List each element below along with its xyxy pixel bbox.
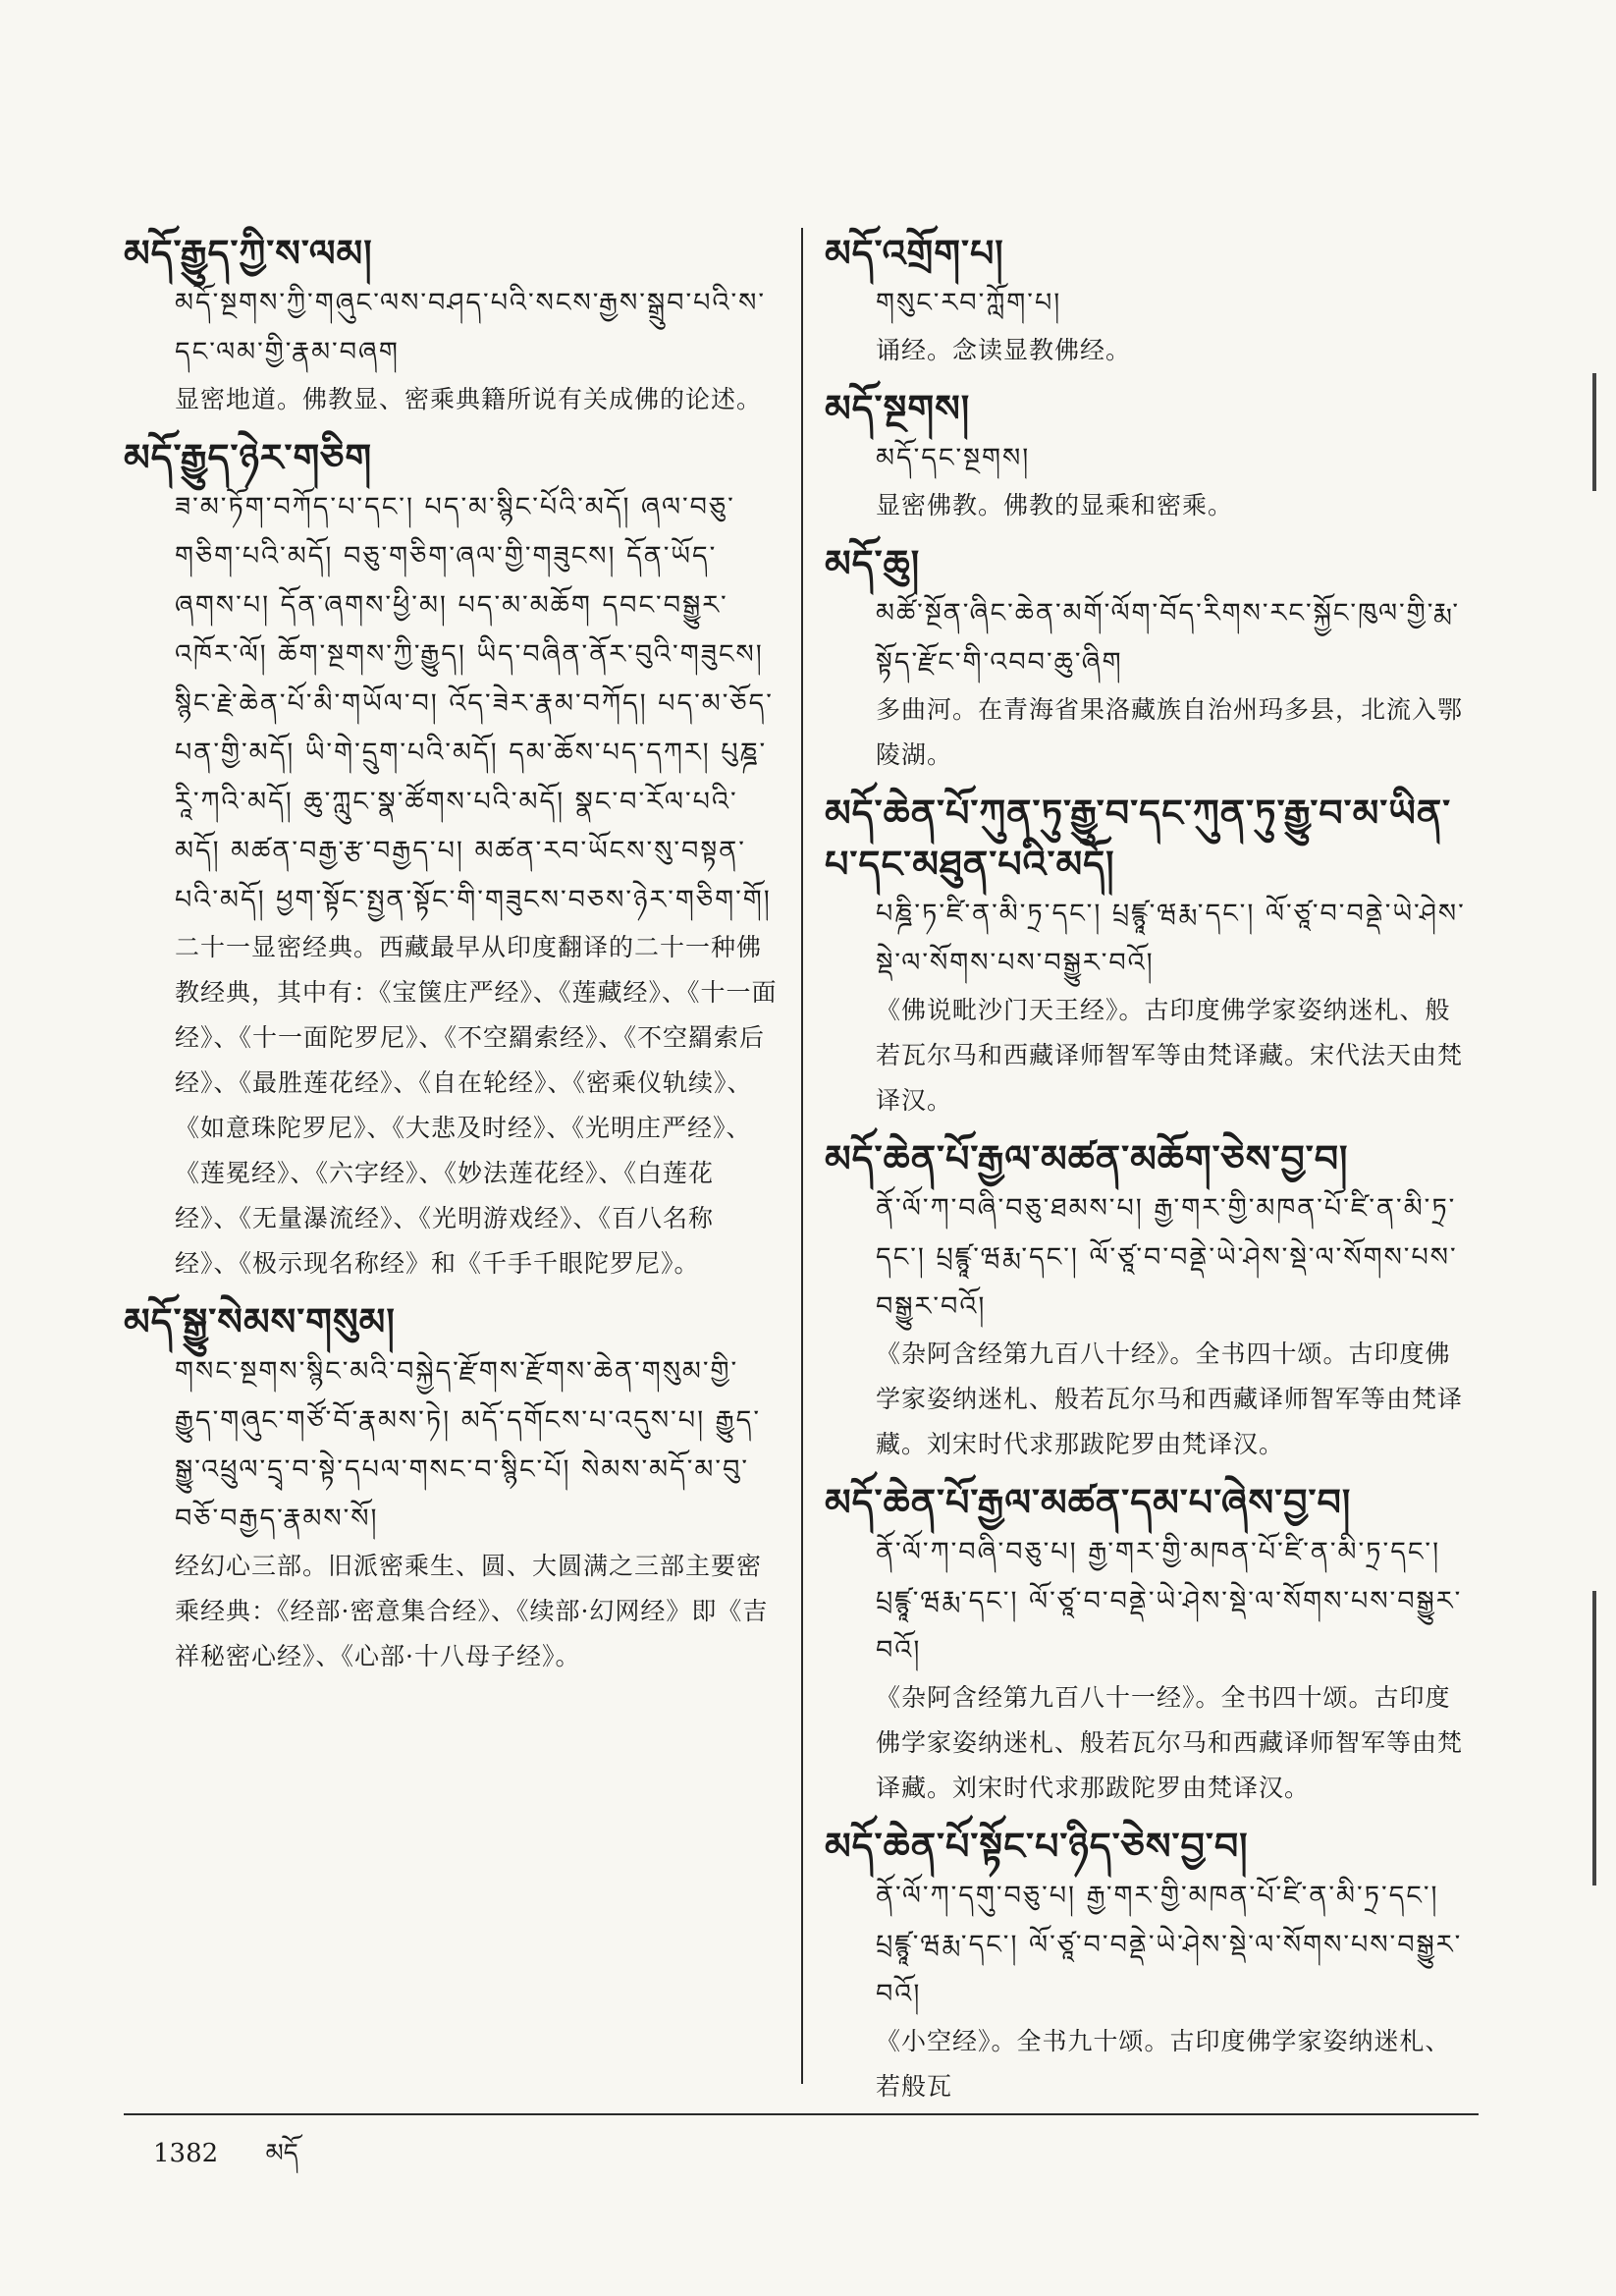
entry-body: [124, 1347, 778, 1679]
entry-tibetan-definition: ནོ་ལོ་ཀ་བཞི་བཅུ་ཐམས་པ། རྒྱ་གར་གྱི་མཁན་པོ་ཛི་ན་མི་ཏྲ་དང་། པྲཛྙཱ་ཝརྨ་དང་། ལོ་ཙཱ་བ་བནྡེ་ཡེ་ཤེས་སྡེ་ལ་སོགས་པས་བསྒྱུར་བའོ།: [876, 1193, 1458, 1322]
entry-chinese-definition: 《佛说毗沙门天王经》。古印度佛学家姿纳迷札、般若瓦尔马和西藏译师智军等由梵译藏。宋代法天由梵译汉。: [876, 996, 1464, 1115]
dictionary-entry: [825, 1133, 1473, 1467]
entry-tibetan-definition: གསང་སྔགས་སྙིང་མའི་བསྐྱེད་རྫོགས་རྫོགས་ཆེན་གསུམ་གྱི་རྒྱུད་གཞུང་གཙོ་བོ་རྣམས་ཏེ། མདོ་དགོངས་པ་འདུས་པ། རྒྱུད་སྒྱུ་འཕྲུལ་དྲྭ་བ་སྟེ་དཔལ་གསང་བ་སྙིང་པོ། སེམས་མདོ་མ་བུ་བཅོ་བརྒྱད་རྣམས་སོ།: [175, 1356, 761, 1534]
dictionary-entry: [124, 1296, 778, 1679]
page-number: 1382: [153, 2139, 219, 2168]
entry-headword: མདོ་ཆེན་པོ་ཀུན་ཏུ་རྒྱུ་བ་དང་ཀུན་ཏུ་རྒྱུ་བ་མ་ཡིན་པ་དང་མཐུན་པའི་མདོ།: [825, 791, 1452, 886]
right-column: [825, 228, 1473, 2119]
dictionary-entry: [825, 1477, 1473, 1811]
entry-body: [124, 483, 778, 1286]
entry-headword: མདོ་ཆེན་པོ་རྒྱལ་མཚན་དམ་པ་ཞེས་བྱ་བ།: [825, 1480, 1352, 1524]
scan-edge-mark: [1592, 1591, 1596, 1886]
dictionary-entry: [825, 788, 1473, 1123]
entry-headword: མདོ་ཆུ།: [825, 541, 921, 585]
entry-body: [825, 1184, 1473, 1467]
entry-headword: མདོ་ཆེན་པོ་རྒྱལ་མཚན་མཆོག་ཅེས་བྱ་བ།: [825, 1136, 1349, 1180]
entry-tibetan-definition: མཚོ་སྔོན་ཞིང་ཆེན་མགོ་ལོག་བོད་རིགས་རང་སྐྱོང་ཁུལ་གྱི་རྨ་སྟོད་རྫོང་གི་འབབ་ཆུ་ཞིག: [876, 598, 1461, 678]
entry-chinese-definition: 《杂阿含经第九百八十一经》。全书四十颂。古印度佛学家姿纳迷札、般若瓦尔马和西藏译师智军等由梵译藏。刘宋时代求那跋陀罗由梵译汉。: [876, 1683, 1464, 1802]
entry-body: [124, 279, 778, 422]
dictionary-entry: [825, 228, 1473, 373]
column-divider: [801, 228, 803, 2084]
entry-headword: མདོ་ཆེན་པོ་སྟོང་པ་ཉིད་ཅེས་བྱ་བ།: [825, 1824, 1249, 1868]
entry-body: [825, 1872, 1473, 2109]
dictionary-entry: [825, 1821, 1473, 2109]
left-column: [124, 228, 778, 1689]
entry-body: [825, 434, 1473, 528]
entry-chinese-definition: 显密佛教。佛教的显乘和密乘。: [876, 491, 1234, 519]
dictionary-entry: [825, 538, 1473, 778]
entry-tibetan-definition: ནོ་ལོ་ཀ་དགུ་བཅུ་པ། རྒྱ་གར་གྱི་མཁན་པོ་ཛི་ན་མི་ཏྲ་དང་། པྲཛྙཱ་ཝརྨ་དང་། ལོ་ཙཱ་བ་བནྡེ་ཡེ་ཤེས་སྡེ་ལ་སོགས་པས་བསྒྱུར་བའོ།: [876, 1881, 1463, 2009]
entry-chinese-definition: 二十一显密经典。西藏最早从印度翻译的二十一种佛教经典，其中有：《宝箧庄严经》、《莲藏经》、《十一面经》、《十一面陀罗尼》、《不空羂索经》、《不空羂索后经》、《最胜莲花经》、《自在轮经》、《密乘仪轨续》、《如意珠陀罗尼》、《大悲及时经》、《光明庄严经》、《莲冕经》、《六字经》、《妙法莲花经》、《白莲花经》、《无量瀑流经》、《光明游戏经》、《百八名称经》、《极示现名称经》和《千手千眼陀罗尼》。: [175, 933, 778, 1278]
entry-tibetan-definition: ཟ་མ་ཏོག་བཀོད་པ་དང་། པད་མ་སྙིང་པོའི་མདོ། ཞལ་བཅུ་གཅིག་པའི་མདོ། བཅུ་གཅིག་ཞལ་གྱི་གཟུངས། དོན་ཡོད་ཞགས་པ། དོན་ཞགས་ཕྱི་མ། པད་མ་མཆོག དབང་བསྒྱུར་འཁོར་ལོ། ཆོག་སྔགས་ཀྱི་རྒྱུད། ཡིད་བཞིན་ནོར་བུའི་གཟུངས། སྙིང་རྗེ་ཆེན་པོ་མི་གཡོལ་བ། འོད་ཟེར་རྣམ་བཀོད། པད་མ་ཅོད་པན་གྱི་མདོ། ཡི་གེ་དྲུག་པའི་མདོ། དམ་ཆོས་པད་དཀར། པུཎྜ་རཱི་ཀའི་མདོ། ཆུ་ཀླུང་སྣ་ཚོགས་པའི་མདོ། སྣང་བ་རོལ་པའི་མདོ། མཚན་བརྒྱ་རྩ་བརྒྱད་པ། མཚན་རབ་ཡོངས་སུ་བསྟན་པའི་མདོ། ཕྱག་སྟོང་སྤྱན་སྟོང་གི་གཟུངས་བཅས་ཉེར་གཅིག་གོ།: [175, 492, 774, 915]
entry-body: [825, 589, 1473, 778]
entry-headword: མདོ་རྒྱུད་ཉེར་གཅིག: [124, 435, 373, 479]
entry-headword: མདོ་རྒྱུད་ཀྱི་ས་ལམ།: [124, 231, 373, 275]
entry-headword: མདོ་སྔགས།: [825, 386, 971, 430]
running-head: མདོ: [265, 2139, 298, 2168]
dictionary-entry: [124, 228, 778, 422]
scan-edge-mark: [1592, 373, 1596, 491]
entry-body: [825, 279, 1473, 373]
entry-tibetan-definition: གསུང་རབ་ཀློག་པ།: [876, 288, 1062, 318]
entry-chinese-definition: 经幻心三部。旧派密乘生、圆、大圆满之三部主要密乘经典：《经部·密意集合经》、《续部·幻网经》即《吉祥秘密心经》、《心部·十八母子经》。: [175, 1552, 769, 1670]
footer-rule: [124, 2113, 1479, 2115]
dictionary-entry: [124, 432, 778, 1286]
entry-tibetan-definition: པཎྜི་ཏ་ཛི་ན་མི་ཏྲ་དང་། པྲཛྙཱ་ཝརྨ་དང་། ལོ་ཙཱ་བ་བནྡེ་ཡེ་ཤེས་སྡེ་ལ་སོགས་པས་བསྒྱུར་བའོ།: [876, 899, 1466, 978]
entry-headword: མདོ་སྒྱུ་སེམས་གསུམ།: [124, 1299, 396, 1343]
entry-chinese-definition: 《小空经》。全书九十颂。古印度佛学家姿纳迷札、若般瓦: [876, 2027, 1451, 2101]
entry-tibetan-definition: མདོ་སྔགས་ཀྱི་གཞུང་ལས་བཤད་པའི་སངས་རྒྱས་སྒྲུབ་པའི་ས་དང་ལམ་གྱི་རྣམ་བཞག: [175, 288, 767, 367]
entry-body: [825, 1528, 1473, 1811]
entry-chinese-definition: 显密地道。佛教显、密乘典籍所说有关成佛的论述。: [175, 385, 763, 413]
dictionary-entry: [825, 383, 1473, 528]
entry-headword: མདོ་འགྲོག་པ།: [825, 231, 1004, 275]
entry-chinese-definition: 《杂阿含经第九百八十经》。全书四十颂。古印度佛学家姿纳迷札、般若瓦尔马和西藏译师智军等由梵译藏。刘宋时代求那跋陀罗由梵译汉。: [876, 1339, 1464, 1458]
entry-chinese-definition: 诵经。念读显教佛经。: [876, 336, 1132, 364]
entry-body: [825, 890, 1473, 1123]
entry-chinese-definition: 多曲河。在青海省果洛藏族自治州玛多县，北流入鄂陵湖。: [876, 695, 1464, 769]
page-footer: [153, 2125, 338, 2197]
entry-tibetan-definition: ནོ་ལོ་ཀ་བཞི་བཅུ་པ། རྒྱ་གར་གྱི་མཁན་པོ་ཛི་ན་མི་ཏྲ་དང་། པྲཛྙཱ་ཝརྨ་དང་། ལོ་ཙཱ་བ་བནྡེ་ཡེ་ཤེས་སྡེ་ལ་སོགས་པས་བསྒྱུར་བའོ།: [876, 1537, 1463, 1666]
entry-tibetan-definition: མདོ་དང་སྔགས།: [876, 443, 1031, 473]
